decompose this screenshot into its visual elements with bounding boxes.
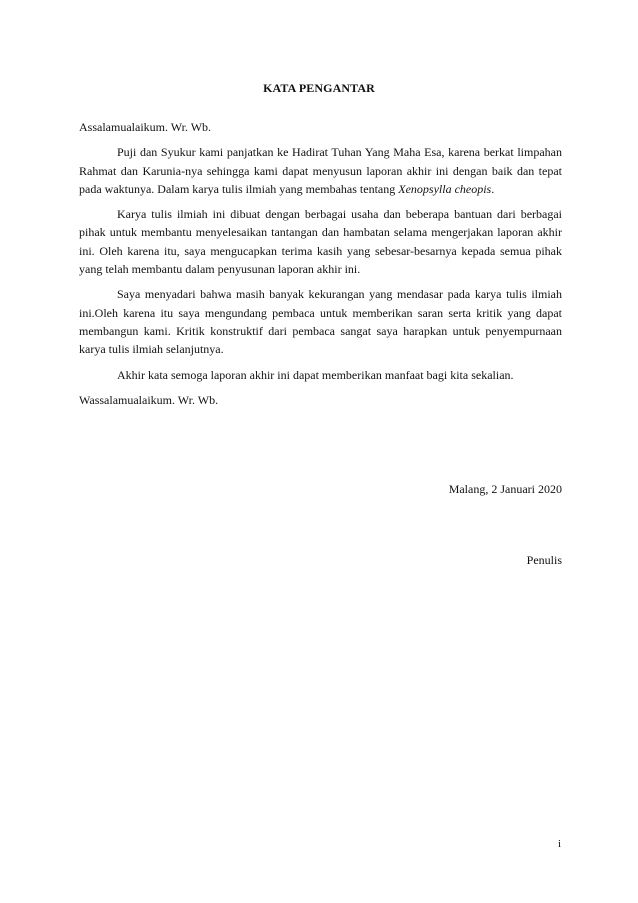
species-name: Xenopsylla cheopis bbox=[398, 181, 492, 196]
author-signature: Penulis bbox=[526, 553, 562, 567]
paragraph-1 bbox=[79, 143, 562, 198]
page-title: KATA PENGANTAR bbox=[263, 81, 375, 95]
closing-greeting: Wassalamualaikum. Wr. Wb. bbox=[79, 392, 219, 407]
document-body bbox=[79, 118, 562, 409]
place-date: Malang, 2 Januari 2020 bbox=[448, 482, 562, 496]
paragraph-1-end: . bbox=[491, 181, 495, 196]
greeting: Assalamualaikum. Wr. Wb. bbox=[79, 120, 212, 134]
paragraph-3: Saya menyadari bahwa masih banyak kekurangan yang mendasar pada karya tulis ilmiah ini.Oleh karena itu saya mengundang pembaca untuk memberikan saran serta kritik yang dapat membangun kami. Kritik konstruktif dari pembaca sangat saya harapkan untuk penyempurnaan karya tulis ilmiah selanjutnya. bbox=[79, 287, 562, 357]
page-number: i bbox=[557, 838, 561, 850]
paragraph-1-text: Puji dan Syukur kami panjatkan ke Hadirat Tuhan Yang Maha Esa, karena berkat limpahan Rahmat dan Karunia-nya sehingga kami dapat menyusun laporan akhir ini dengan baik dan tepat pada waktunya. Dalam karya tulis ilmiah yang membahas tentang bbox=[79, 145, 562, 196]
paragraph-4: Akhir kata semoga laporan akhir ini dapat memberikan manfaat bagi kita sekalian. bbox=[117, 367, 514, 382]
paragraph-2: Karya tulis ilmiah ini dibuat dengan berbagai usaha dan beberapa bantuan dari berbagai pihak untuk membantu menyelesaikan tantangan dan hambatan selama mengerjakan laporan akhir ini. Oleh karena itu, saya mengucapkan terima kasih yang sebesar-besarnya kepada semua pihak yang telah membantu dalam penyusunan laporan akhir ini. bbox=[79, 207, 562, 277]
